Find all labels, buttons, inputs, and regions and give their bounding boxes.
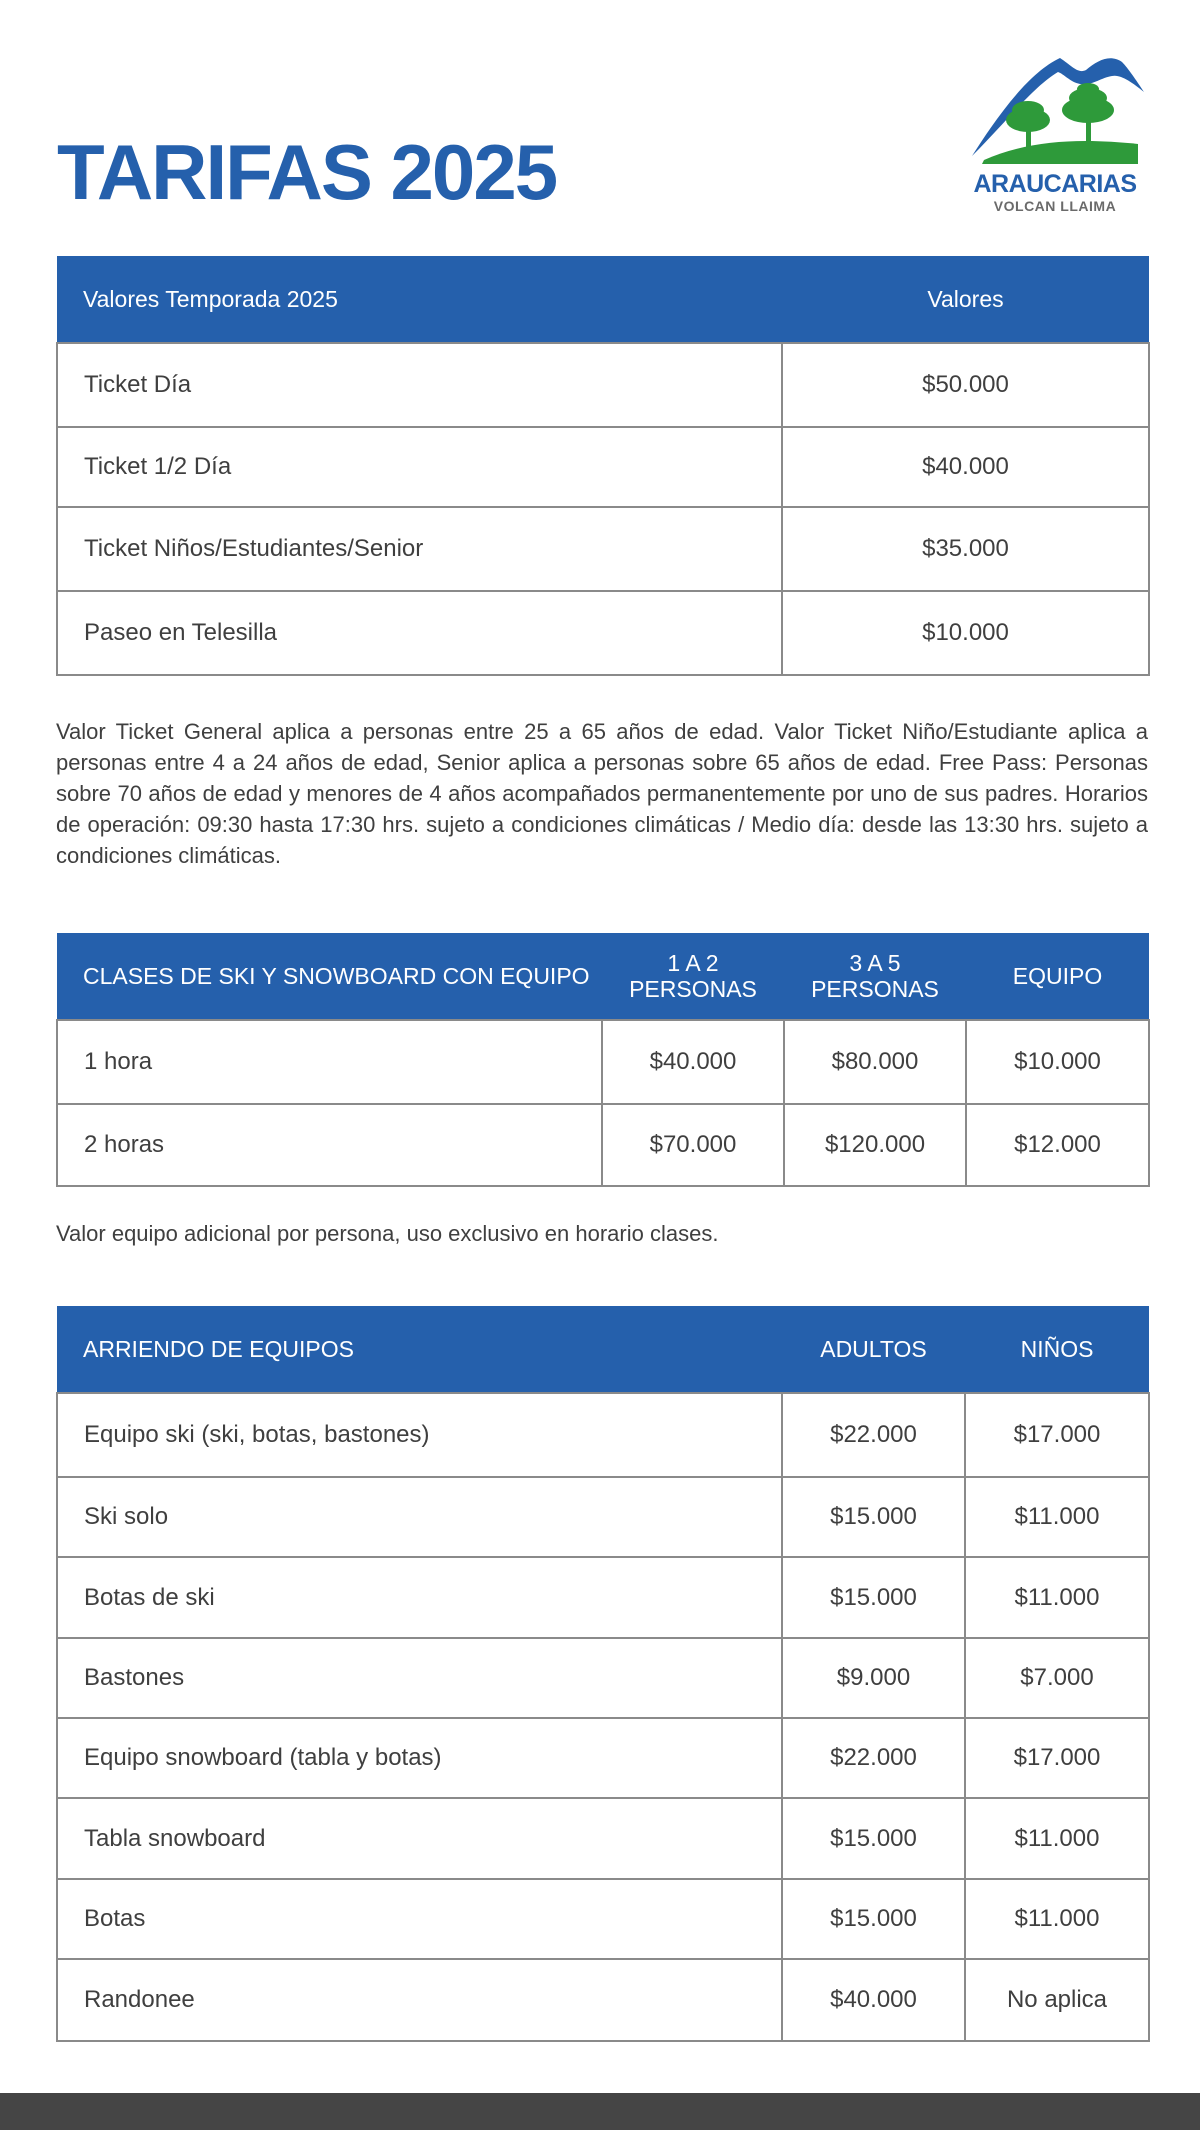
tickets-note: Valor Ticket General aplica a personas entre 25 a 65 años de edad. Valor Ticket Niño/Estudiante aplica a personas entre 4 a 24 años de edad, Senior aplica a personas sobre 65 años de edad. Free Pass: Personas sobre 70 años de edad y menores de 4 años acompañados permanentemente por uno de sus padres. Horarios de operación: 09:30 hasta 17:30 hrs. sujeto a condiciones climáticas / Medio día: desde las 13:30 hrs. sujeto a condiciones climáticas. [56, 719, 1148, 868]
column-header: CLASES DE SKI Y SNOWBOARD CON EQUIPO [57, 933, 602, 1020]
table-row [57, 427, 1149, 507]
table-row [57, 1020, 1149, 1104]
column-header: EQUIPO [966, 933, 1149, 1020]
price-cell: $10.000 [782, 591, 1149, 675]
table-row [57, 1477, 1149, 1557]
price-cell: $7.000 [965, 1638, 1149, 1718]
price-cell: $80.000 [784, 1020, 966, 1104]
table-row [57, 507, 1149, 591]
price-cell: $40.000 [782, 1959, 965, 2041]
price-cell: No aplica [965, 1959, 1149, 2041]
row-label: Botas de ski [57, 1557, 782, 1638]
tickets-table [56, 256, 1150, 676]
price-cell: $17.000 [965, 1718, 1149, 1798]
mountain-trees-logo-icon [960, 52, 1150, 172]
price-cell: $40.000 [602, 1020, 784, 1104]
column-header: ADULTOS [782, 1306, 965, 1393]
row-label: Ticket Día [57, 343, 782, 427]
price-cell: $120.000 [784, 1104, 966, 1186]
table-row [57, 591, 1149, 675]
row-label: Ticket 1/2 Día [57, 427, 782, 507]
table-header-row [57, 933, 1149, 1020]
price-cell: $70.000 [602, 1104, 784, 1186]
table-row [57, 1393, 1149, 1477]
price-cell: $12.000 [966, 1104, 1149, 1186]
classes-note: Valor equipo adicional por persona, uso exclusivo en horario clases. [56, 1221, 719, 1246]
footer-bar [0, 2093, 1200, 2130]
row-label: Tabla snowboard [57, 1798, 782, 1879]
table-row [57, 1959, 1149, 2041]
table-row [57, 343, 1149, 427]
price-cell: $40.000 [782, 427, 1149, 507]
price-cell: $15.000 [782, 1879, 965, 1959]
table-row [57, 1879, 1149, 1959]
table-header-row [57, 256, 1149, 343]
price-cell: $9.000 [782, 1638, 965, 1718]
price-cell: $11.000 [965, 1798, 1149, 1879]
column-header: Valores [782, 256, 1149, 343]
price-cell: $15.000 [782, 1798, 965, 1879]
table-row [57, 1104, 1149, 1186]
column-header: 3 A 5 PERSONAS [784, 933, 966, 1020]
row-label: 2 horas [57, 1104, 602, 1186]
price-cell: $22.000 [782, 1393, 965, 1477]
column-header: Valores Temporada 2025 [57, 256, 782, 343]
price-cell: $17.000 [965, 1393, 1149, 1477]
logo-name: ARAUCARIAS [973, 170, 1137, 198]
table-row [57, 1638, 1149, 1718]
price-cell: $35.000 [782, 507, 1149, 591]
price-cell: $15.000 [782, 1477, 965, 1557]
column-header: 1 A 2 PERSONAS [602, 933, 784, 1020]
row-label: Bastones [57, 1638, 782, 1718]
price-cell: $22.000 [782, 1718, 965, 1798]
classes-table [56, 933, 1150, 1187]
page-title: TARIFAS 2025 [57, 128, 557, 216]
price-cell: $11.000 [965, 1879, 1149, 1959]
column-header: ARRIENDO DE EQUIPOS [57, 1306, 782, 1393]
row-label: Randonee [57, 1959, 782, 2041]
row-label: 1 hora [57, 1020, 602, 1104]
row-label: Paseo en Telesilla [57, 591, 782, 675]
row-label: Botas [57, 1879, 782, 1959]
price-cell: $11.000 [965, 1557, 1149, 1638]
column-header: NIÑOS [965, 1306, 1149, 1393]
row-label: Equipo ski (ski, botas, bastones) [57, 1393, 782, 1477]
price-cell: $15.000 [782, 1557, 965, 1638]
table-row [57, 1718, 1149, 1798]
price-cell: $11.000 [965, 1477, 1149, 1557]
price-cell: $50.000 [782, 343, 1149, 427]
row-label: Equipo snowboard (tabla y botas) [57, 1718, 782, 1798]
row-label: Ski solo [57, 1477, 782, 1557]
table-row [57, 1798, 1149, 1879]
table-row [57, 1557, 1149, 1638]
rental-table [56, 1306, 1150, 2042]
logo-subtitle: VOLCAN LLAIMA [993, 198, 1117, 214]
table-header-row [57, 1306, 1149, 1393]
row-label: Ticket Niños/Estudiantes/Senior [57, 507, 782, 591]
araucarias-logo [960, 52, 1150, 222]
price-cell: $10.000 [966, 1020, 1149, 1104]
